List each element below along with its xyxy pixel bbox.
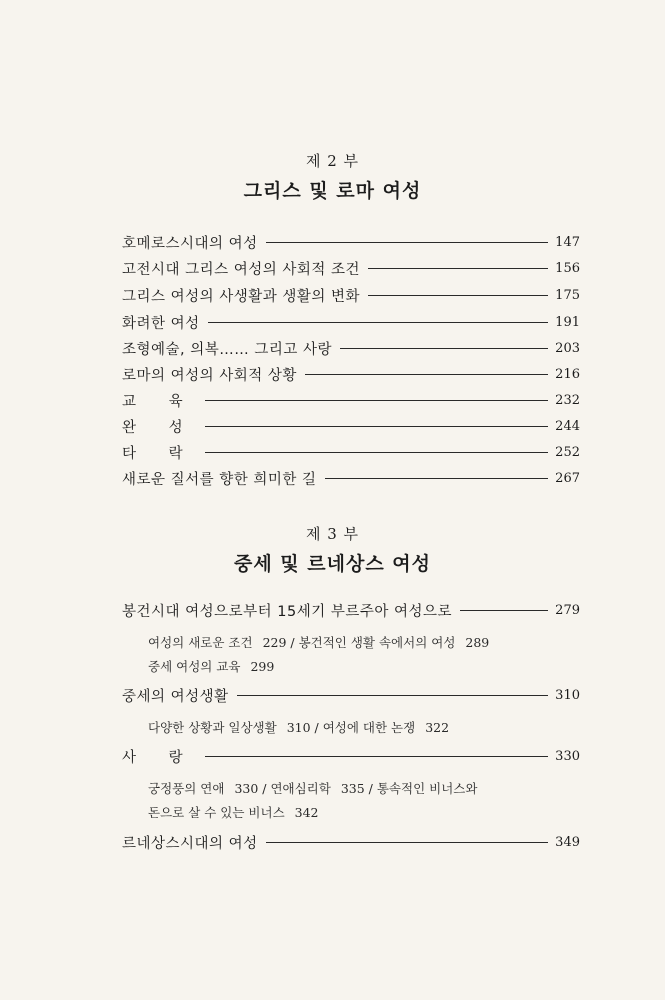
- entry-page: 216: [555, 366, 580, 382]
- entry-title: 로마의 여성의 사회적 상황: [122, 367, 297, 384]
- entry-page: 252: [555, 444, 580, 460]
- entry-title: 새로운 질서를 향한 희미한 길: [122, 471, 317, 488]
- toc-subentry: [148, 803, 588, 821]
- toc-entry[interactable]: [122, 337, 580, 359]
- subentry-title: / 여성에 대한 논쟁: [310, 720, 416, 735]
- leader-line: [205, 400, 548, 401]
- subentry-title: / 봉건적인 생활 속에서의 여성: [286, 635, 456, 650]
- leader-line: [368, 268, 548, 269]
- subentry-page: 330: [234, 781, 259, 796]
- entry-title: 중세의 여성생활: [122, 688, 229, 705]
- subentry-title: 돈으로 살 수 있는 비너스: [148, 805, 285, 820]
- leader-line: [266, 242, 548, 243]
- toc-subentry: [148, 633, 588, 651]
- entry-page: 349: [555, 834, 580, 850]
- leader-line: [266, 842, 548, 843]
- entry-title: 화려한 여성: [122, 315, 200, 332]
- toc-entry[interactable]: [122, 599, 580, 621]
- entry-title: 조형예술, 의복…… 그리고 사랑: [122, 341, 333, 358]
- leader-line: [340, 348, 548, 349]
- subentry-title: 여성의 새로운 조건: [148, 635, 253, 650]
- toc-entry[interactable]: [122, 231, 580, 253]
- part-3-label: 제 3 부: [305, 525, 360, 543]
- subentry-title: / 통속적인 비너스와: [364, 781, 478, 796]
- toc-entry[interactable]: [122, 745, 580, 767]
- subentry-page: 310: [286, 720, 311, 735]
- subentry-title: 다양한 상황과 일상생활: [148, 720, 277, 735]
- entry-page: 191: [555, 314, 580, 330]
- leader-line: [208, 322, 548, 323]
- toc-entry[interactable]: [122, 415, 580, 437]
- toc-subentry: [148, 718, 588, 736]
- subentry-page: 289: [465, 635, 490, 650]
- entry-title: 그리스 여성의 사생활과 생활의 변화: [122, 288, 361, 305]
- subentry-page: 322: [425, 720, 450, 735]
- entry-page: 147: [555, 234, 580, 250]
- entry-page: 330: [555, 748, 580, 764]
- part-3-title: 중세 및 르네상스 여성: [233, 553, 432, 575]
- toc-entry[interactable]: [122, 831, 580, 853]
- entry-title: 호메로스시대의 여성: [122, 235, 258, 252]
- entry-page: 279: [555, 602, 580, 618]
- subentry-title: / 연애심리학: [258, 781, 331, 796]
- toc-entry[interactable]: [122, 684, 580, 706]
- entry-title: 사 랑: [122, 749, 197, 766]
- toc-entry[interactable]: [122, 441, 580, 463]
- toc-entry[interactable]: [122, 363, 580, 385]
- entry-title: 교 육: [122, 393, 197, 410]
- entry-page: 175: [555, 287, 580, 303]
- leader-line: [237, 695, 548, 696]
- part-2-title: 그리스 및 로마 여성: [243, 180, 422, 202]
- toc-subentry: [148, 657, 588, 675]
- leader-line: [205, 756, 548, 757]
- part-2-label: 제 2 부: [305, 152, 360, 170]
- entry-page: 310: [555, 687, 580, 703]
- entry-page: 244: [555, 418, 580, 434]
- toc-entry[interactable]: [122, 257, 580, 279]
- subentry-page: 335: [340, 781, 365, 796]
- toc-entry[interactable]: [122, 311, 580, 333]
- toc-entry[interactable]: [122, 284, 580, 306]
- leader-line: [460, 610, 548, 611]
- entry-page: 203: [555, 340, 580, 356]
- entry-page: 232: [555, 392, 580, 408]
- subentry-page: 229: [262, 635, 287, 650]
- entry-title: 완 성: [122, 419, 197, 436]
- entry-title: 타 락: [122, 445, 197, 462]
- toc-subentry: [148, 779, 588, 797]
- leader-line: [305, 374, 548, 375]
- leader-line: [325, 478, 548, 479]
- leader-line: [368, 295, 548, 296]
- entry-page: 156: [555, 260, 580, 276]
- leader-line: [205, 452, 548, 453]
- subentry-page: 299: [250, 659, 275, 674]
- entry-title: 르네상스시대의 여성: [122, 835, 258, 852]
- leader-line: [205, 426, 548, 427]
- subentry-page: 342: [294, 805, 319, 820]
- subentry-title: 중세 여성의 교육: [148, 659, 241, 674]
- entry-page: 267: [555, 470, 580, 486]
- entry-title: 고전시대 그리스 여성의 사회적 조건: [122, 261, 361, 278]
- toc-entry[interactable]: [122, 467, 580, 489]
- entry-title: 봉건시대 여성으로부터 15세기 부르주아 여성으로: [122, 603, 453, 620]
- subentry-title: 궁정풍의 연애: [148, 781, 225, 796]
- toc-entry[interactable]: [122, 389, 580, 411]
